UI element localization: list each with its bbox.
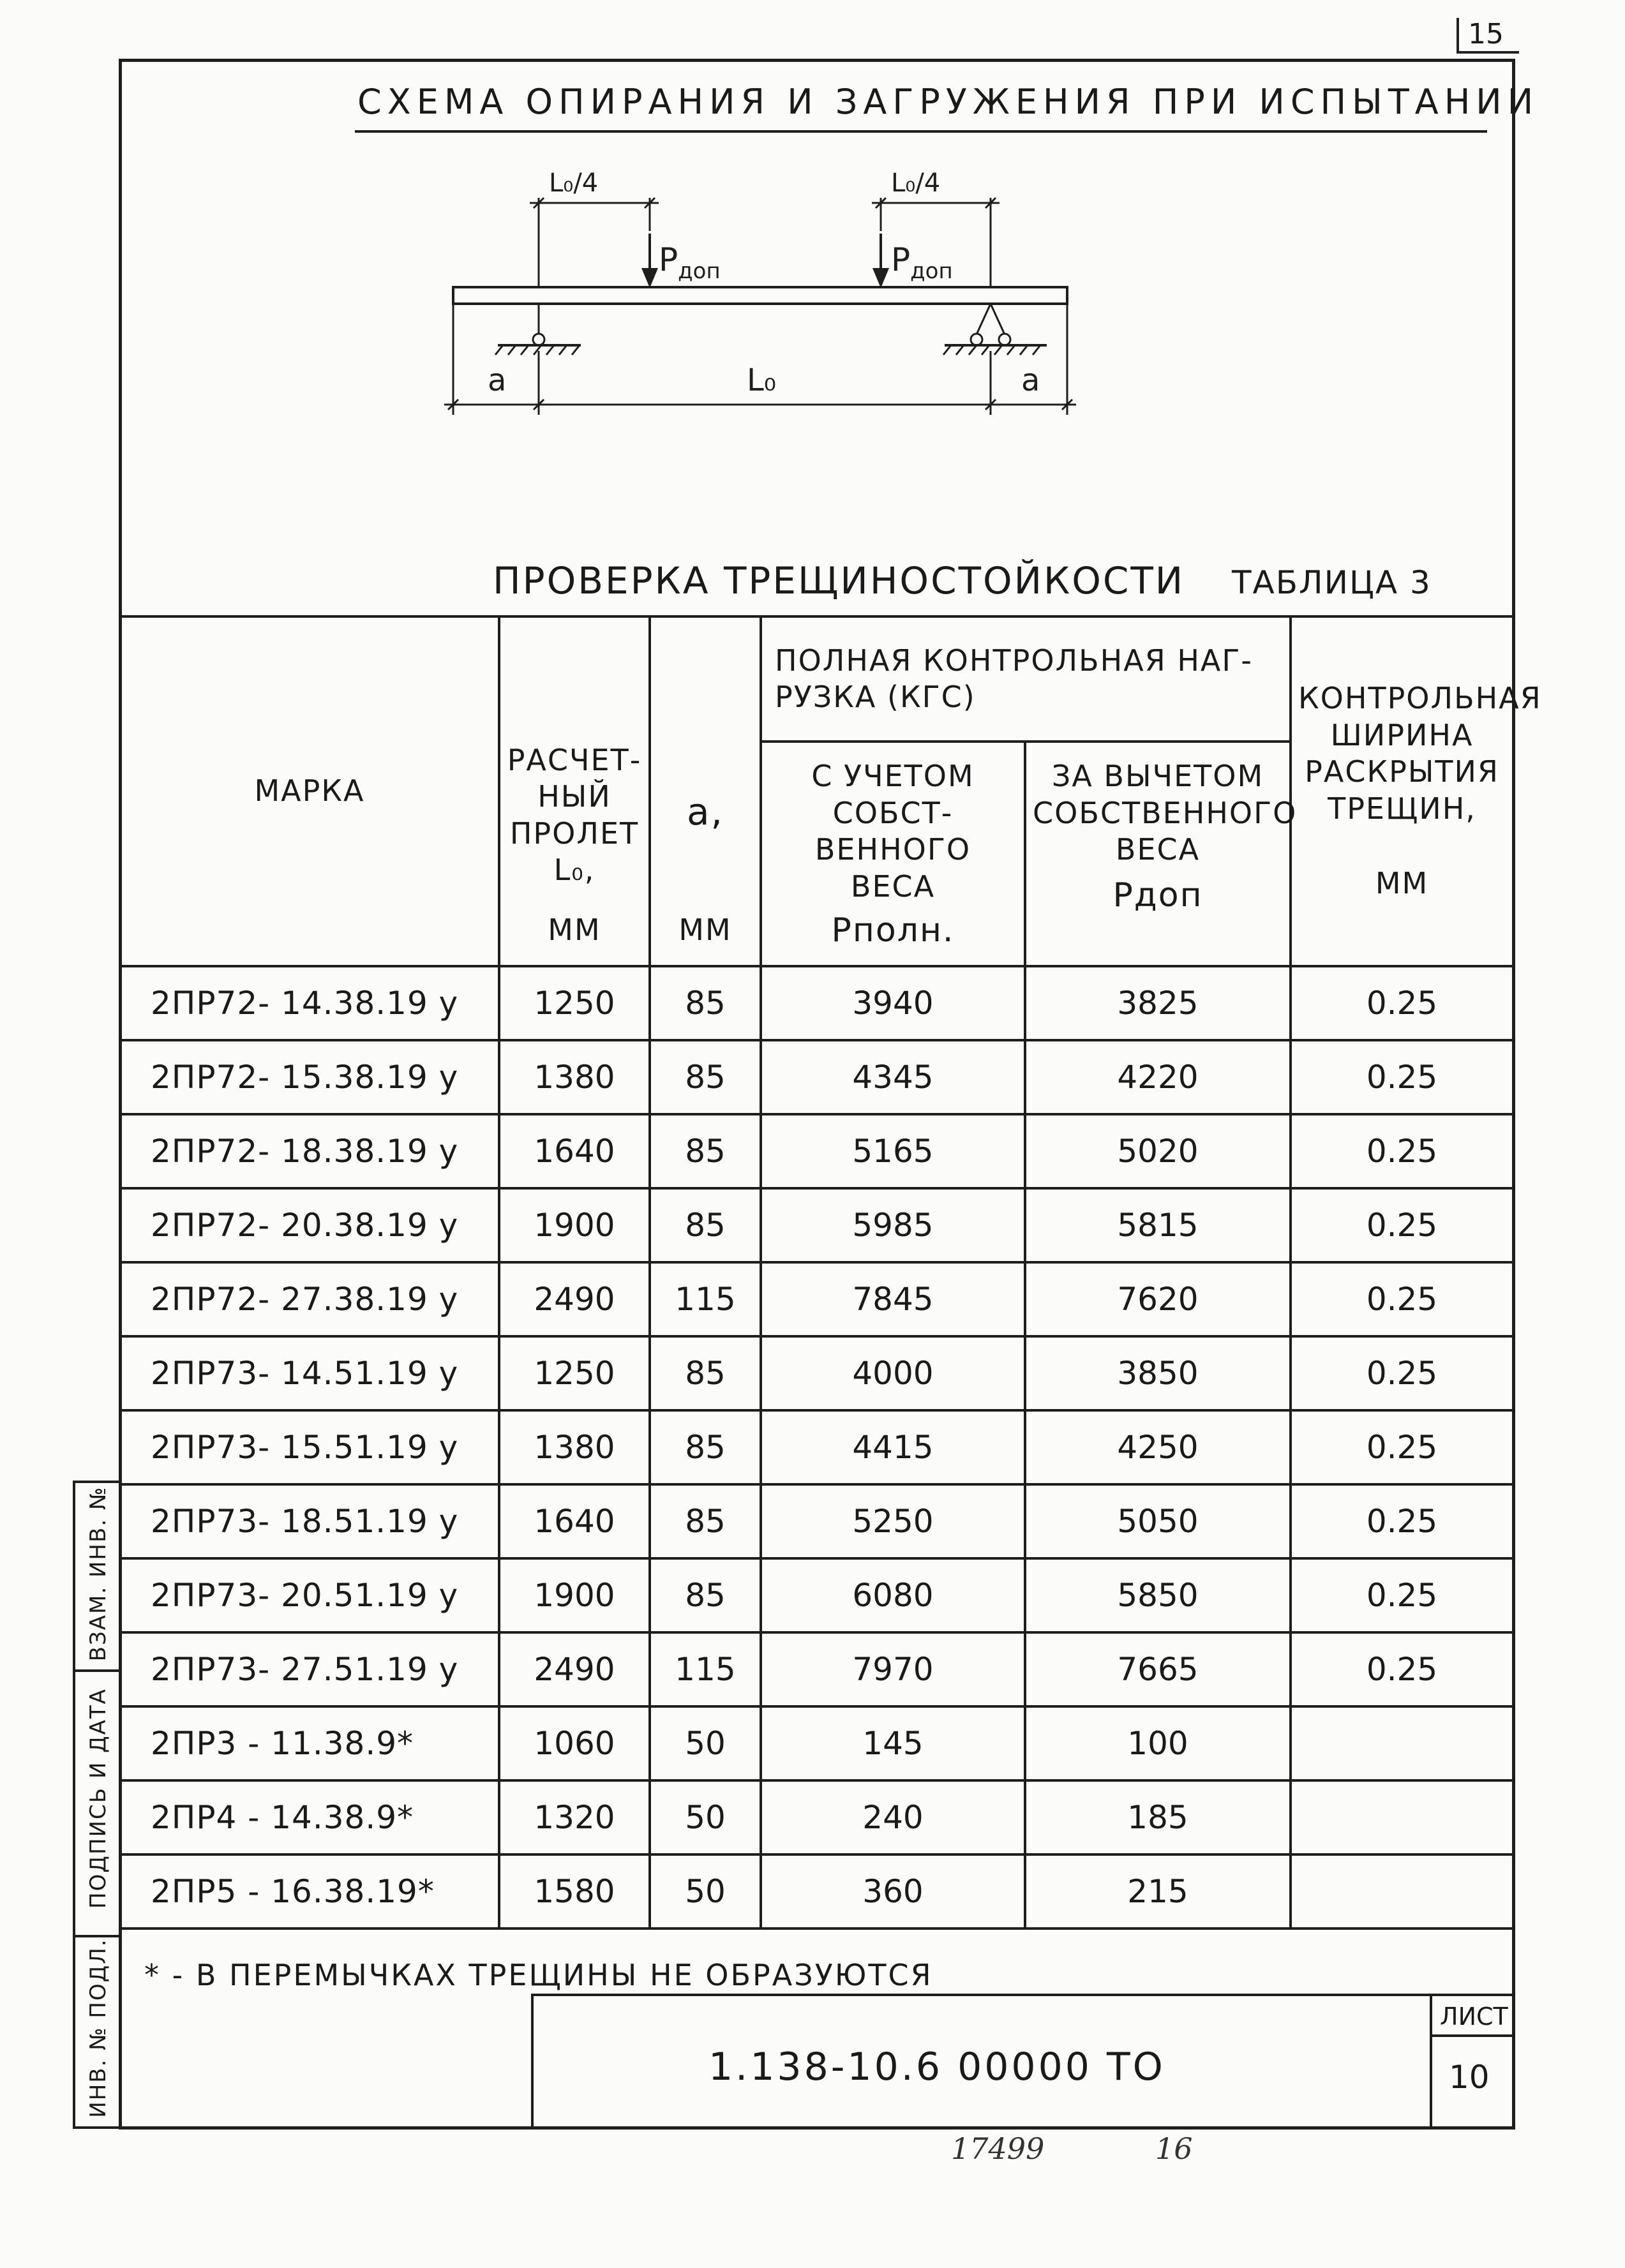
cell-p-add: 3850	[1025, 1336, 1291, 1410]
beam	[453, 287, 1067, 304]
handwritten-number-b: 16	[1155, 2131, 1193, 2166]
cell-span: 1580	[499, 1854, 650, 1929]
header-span: РАСЧЕТ-НЫЙ ПРОЛЕТ L₀, ММ	[499, 616, 650, 966]
span-quarter-label-right: L₀/4	[891, 168, 941, 198]
cell-mark: 2ПР73- 27.51.19 у	[120, 1632, 499, 1706]
cell-p-add: 4220	[1025, 1040, 1291, 1114]
load-label-left: $P_{доп}$	[659, 241, 721, 284]
title-block-left-line	[531, 1994, 534, 2126]
cell-mark: 2ПР5 - 16.38.19*	[120, 1854, 499, 1929]
header-crack-width: КОНТРОЛЬНАЯ ШИРИНА РАСКРЫТИЯ ТРЕЩИН, ММ	[1291, 616, 1513, 966]
cell-crack: 0.25	[1291, 1558, 1513, 1632]
cell-p-add: 5050	[1025, 1484, 1291, 1558]
table-row	[120, 1040, 1513, 1114]
cell-p-add: 7620	[1025, 1262, 1291, 1336]
cell-crack: 0.25	[1291, 1336, 1513, 1410]
span-quarter-label-left: L₀/4	[549, 168, 599, 198]
cell-p-add: 4250	[1025, 1410, 1291, 1484]
load-arrow-right-icon	[874, 234, 887, 285]
right-support-icon	[943, 304, 1047, 355]
cell-mark: 2ПР72- 27.38.19 у	[120, 1262, 499, 1336]
sheet-number: 10	[1449, 2059, 1490, 2096]
stamp-cell-replace-inv	[73, 1481, 121, 1672]
stamp-cell-inv-orig	[73, 1935, 121, 2129]
cell-crack	[1291, 1854, 1513, 1929]
table-row	[120, 1410, 1513, 1484]
cell-a: 85	[650, 1114, 761, 1188]
header-without-own-weight: ЗА ВЫЧЕТОМ СОБСТВЕННОГО ВЕСА Pдоп	[1025, 742, 1291, 966]
cell-a: 50	[650, 1706, 761, 1780]
cell-span: 2490	[499, 1632, 650, 1706]
cell-p-full: 7845	[761, 1262, 1025, 1336]
cell-a: 50	[650, 1780, 761, 1854]
table-title: ПРОВЕРКА ТРЕЩИНОСТОЙКОСТИ	[493, 559, 1185, 602]
cell-p-full: 3940	[761, 966, 1025, 1040]
document-code: 1.138-10.6 00000 ТО	[708, 2045, 1165, 2089]
cell-p-add: 7665	[1025, 1632, 1291, 1706]
support-offset-label-left: a	[488, 362, 507, 398]
footnote: * - В ПЕРЕМЫЧКАХ ТРЕЩИНЫ НЕ ОБРАЗУЮТСЯ	[144, 1958, 933, 1992]
header-load-group: ПОЛНАЯ КОНТРОЛЬНАЯ НАГ-РУЗКА (КГС)	[761, 616, 1291, 742]
cell-span: 1900	[499, 1188, 650, 1262]
stamp-label-replace-inv: ВЗАМ. ИНВ. №	[86, 1486, 111, 1662]
cell-a: 85	[650, 1188, 761, 1262]
cell-p-add: 100	[1025, 1706, 1291, 1780]
cell-mark: 2ПР72- 15.38.19 у	[120, 1040, 499, 1114]
sheet-label: ЛИСТ	[1440, 2003, 1508, 2031]
cell-p-add: 215	[1025, 1854, 1291, 1929]
cell-span: 1060	[499, 1706, 650, 1780]
cell-mark: 2ПР3 - 11.38.9*	[120, 1706, 499, 1780]
cell-crack: 0.25	[1291, 1188, 1513, 1262]
crack-resistance-table	[119, 615, 1542, 1930]
cell-crack: 0.25	[1291, 1410, 1513, 1484]
left-support-icon	[495, 304, 581, 355]
table-row	[120, 1188, 1513, 1262]
cell-crack	[1291, 1780, 1513, 1854]
sheet-cell-line	[1430, 2034, 1512, 2037]
table-row	[120, 1484, 1513, 1558]
cell-p-full: 4415	[761, 1410, 1025, 1484]
cell-span: 1900	[499, 1558, 650, 1632]
cell-p-full: 4345	[761, 1040, 1025, 1114]
cell-span: 1250	[499, 966, 650, 1040]
cell-span: 1640	[499, 1114, 650, 1188]
cell-span: 1380	[499, 1040, 650, 1114]
stamp-cell-sign-date	[73, 1667, 121, 1937]
cell-span: 1640	[499, 1484, 650, 1558]
cell-crack: 0.25	[1291, 1262, 1513, 1336]
cell-a: 85	[650, 1336, 761, 1410]
table-row	[120, 1336, 1513, 1410]
cell-mark: 2ПР72- 20.38.19 у	[120, 1188, 499, 1262]
cell-p-full: 6080	[761, 1558, 1025, 1632]
cell-crack: 0.25	[1291, 1040, 1513, 1114]
cell-p-add: 5850	[1025, 1558, 1291, 1632]
cell-mark: 2ПР72- 14.38.19 у	[120, 966, 499, 1040]
cell-mark: 2ПР73- 15.51.19 у	[120, 1410, 499, 1484]
table-row	[120, 1706, 1513, 1780]
cell-crack: 0.25	[1291, 1484, 1513, 1558]
cell-a: 85	[650, 966, 761, 1040]
cell-p-full: 240	[761, 1780, 1025, 1854]
table-row	[120, 1558, 1513, 1632]
cell-mark: 2ПР72- 18.38.19 у	[120, 1114, 499, 1188]
table-number-label: ТАБЛИЦА 3	[1232, 564, 1432, 601]
cell-a: 85	[650, 1558, 761, 1632]
cell-crack	[1291, 1706, 1513, 1780]
loading-scheme-diagram	[421, 160, 1123, 440]
cell-mark: 2ПР4 - 14.38.9*	[120, 1780, 499, 1854]
table-row	[120, 1632, 1513, 1706]
cell-p-full: 4000	[761, 1336, 1025, 1410]
span-label: L₀	[747, 362, 776, 398]
header-with-own-weight: С УЧЕТОМ СОБСТ-ВЕННОГО ВЕСА Pполн.	[761, 742, 1025, 966]
cell-span: 1250	[499, 1336, 650, 1410]
cell-p-add: 185	[1025, 1780, 1291, 1854]
cell-crack: 0.25	[1291, 1114, 1513, 1188]
cell-p-full: 7970	[761, 1632, 1025, 1706]
page-corner-number: 15	[1457, 18, 1519, 54]
cell-crack: 0.25	[1291, 966, 1513, 1040]
cell-p-full: 145	[761, 1706, 1025, 1780]
handwritten-number-a: 17499	[951, 2131, 1045, 2166]
scheme-title-underline	[355, 130, 1487, 133]
table-row	[120, 1114, 1513, 1188]
cell-p-full: 5165	[761, 1114, 1025, 1188]
cell-span: 1320	[499, 1780, 650, 1854]
header-a: a, ММ	[650, 616, 761, 966]
header-mark: МАРКА	[120, 616, 499, 966]
load-arrow-left-icon	[643, 234, 656, 285]
cell-a: 50	[650, 1854, 761, 1929]
table-row	[120, 1854, 1513, 1929]
cell-p-add: 5020	[1025, 1114, 1291, 1188]
cell-a: 115	[650, 1632, 761, 1706]
stamp-label-inv-orig: ИНВ. № ПОДЛ.	[86, 1938, 111, 2118]
support-offset-label-right: a	[1021, 362, 1040, 398]
cell-mark: 2ПР73- 14.51.19 у	[120, 1336, 499, 1410]
table-row	[120, 966, 1513, 1040]
cell-span: 1380	[499, 1410, 650, 1484]
table-row	[120, 1780, 1513, 1854]
cell-a: 115	[650, 1262, 761, 1336]
cell-p-full: 5985	[761, 1188, 1025, 1262]
cell-span: 2490	[499, 1262, 650, 1336]
cell-p-full: 360	[761, 1854, 1025, 1929]
cell-a: 85	[650, 1410, 761, 1484]
cell-mark: 2ПР73- 20.51.19 у	[120, 1558, 499, 1632]
sheet-cell-divider	[1430, 1994, 1432, 2126]
cell-mark: 2ПР73- 18.51.19 у	[120, 1484, 499, 1558]
load-label-right: $P_{доп}$	[891, 241, 953, 284]
cell-p-add: 5815	[1025, 1188, 1291, 1262]
title-block-top-line	[534, 1994, 1512, 1996]
cell-a: 85	[650, 1484, 761, 1558]
table-row	[120, 1262, 1513, 1336]
cell-p-full: 5250	[761, 1484, 1025, 1558]
scheme-title: СХЕМА ОПИРАНИЯ И ЗАГРУЖЕНИЯ ПРИ ИСПЫТАНИИ	[357, 82, 1539, 122]
cell-a: 85	[650, 1040, 761, 1114]
cell-crack: 0.25	[1291, 1632, 1513, 1706]
cell-p-add: 3825	[1025, 966, 1291, 1040]
stamp-label-sign-date: ПОДПИСЬ И ДАТА	[86, 1688, 111, 1909]
